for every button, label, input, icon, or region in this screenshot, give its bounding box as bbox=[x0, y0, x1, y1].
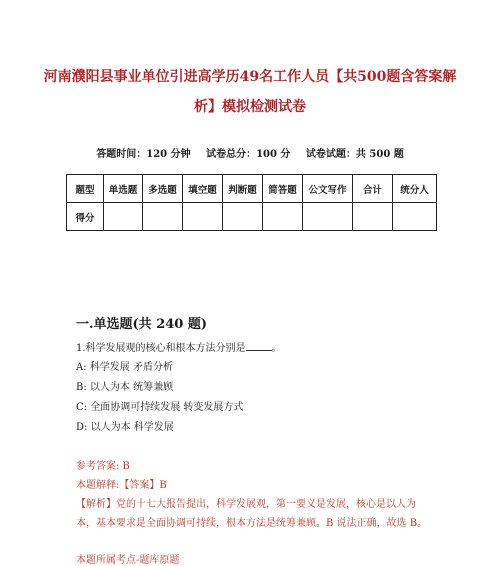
option-b: B: 以人为本 统筹兼顾 bbox=[76, 382, 174, 393]
score-cell bbox=[263, 203, 303, 231]
header-cell: 判断题 bbox=[223, 175, 263, 203]
document-title-line1: 河南濮阳县事业单位引进高学历49名工作人员【共500题含答案解 bbox=[43, 69, 457, 85]
analysis-line2: 本，基本要求是全面协调可持续，根本方法是统筹兼顾。B 说法正确，故选 B。 bbox=[76, 518, 428, 529]
section-title: 一.单选题(共 240 题) bbox=[76, 317, 208, 332]
analysis-line1: 【解析】党的十七大报告提出，科学发展观，第一要义是发展，核心是以人为 bbox=[76, 499, 416, 510]
header-cell: 填空题 bbox=[183, 175, 223, 203]
option-c: C: 全面协调可持续发展 转变发展方式 bbox=[76, 402, 244, 413]
explanation-header: 本题解释:【答案】B bbox=[76, 480, 167, 491]
score-row-label: 得分 bbox=[67, 203, 104, 231]
exam-meta bbox=[0, 145, 500, 160]
answer-blank bbox=[246, 341, 272, 351]
score-cell bbox=[353, 203, 393, 231]
question-stem-text: 1.科学发展观的核心和根本方法分别是 bbox=[76, 343, 246, 354]
score-cell bbox=[303, 203, 353, 231]
option-a: A: 科学发展 矛盾分析 bbox=[76, 362, 173, 373]
header-cell: 多选题 bbox=[143, 175, 183, 203]
exam-time: 答题时间：120 分钟 bbox=[96, 149, 191, 160]
question-footer: 本题所属考点-题库原题 bbox=[76, 555, 180, 566]
score-table-score-row bbox=[67, 203, 437, 231]
document-title-line2: 析】模拟检测试卷 bbox=[194, 99, 306, 115]
header-cell: 单选题 bbox=[104, 175, 143, 203]
header-cell: 题型 bbox=[67, 175, 104, 203]
score-table-header-row bbox=[67, 175, 437, 203]
score-cell bbox=[393, 203, 437, 231]
header-cell: 公文写作 bbox=[303, 175, 353, 203]
header-cell: 统分人 bbox=[393, 175, 437, 203]
score-cell bbox=[183, 203, 223, 231]
question-stem-end: 。 bbox=[271, 343, 282, 354]
header-cell: 简答题 bbox=[263, 175, 303, 203]
score-cell bbox=[143, 203, 183, 231]
score-table bbox=[66, 174, 437, 231]
score-cell bbox=[223, 203, 263, 231]
score-cell bbox=[104, 203, 143, 231]
exam-total-score: 试卷总分：100 分 bbox=[206, 149, 291, 160]
reference-answer: 参考答案: B bbox=[76, 461, 130, 472]
exam-question-count: 试卷试题：共 500 题 bbox=[305, 149, 404, 160]
question-stem bbox=[76, 339, 282, 354]
option-d: D: 以人为本 科学发展 bbox=[76, 422, 174, 433]
header-cell: 合计 bbox=[353, 175, 393, 203]
